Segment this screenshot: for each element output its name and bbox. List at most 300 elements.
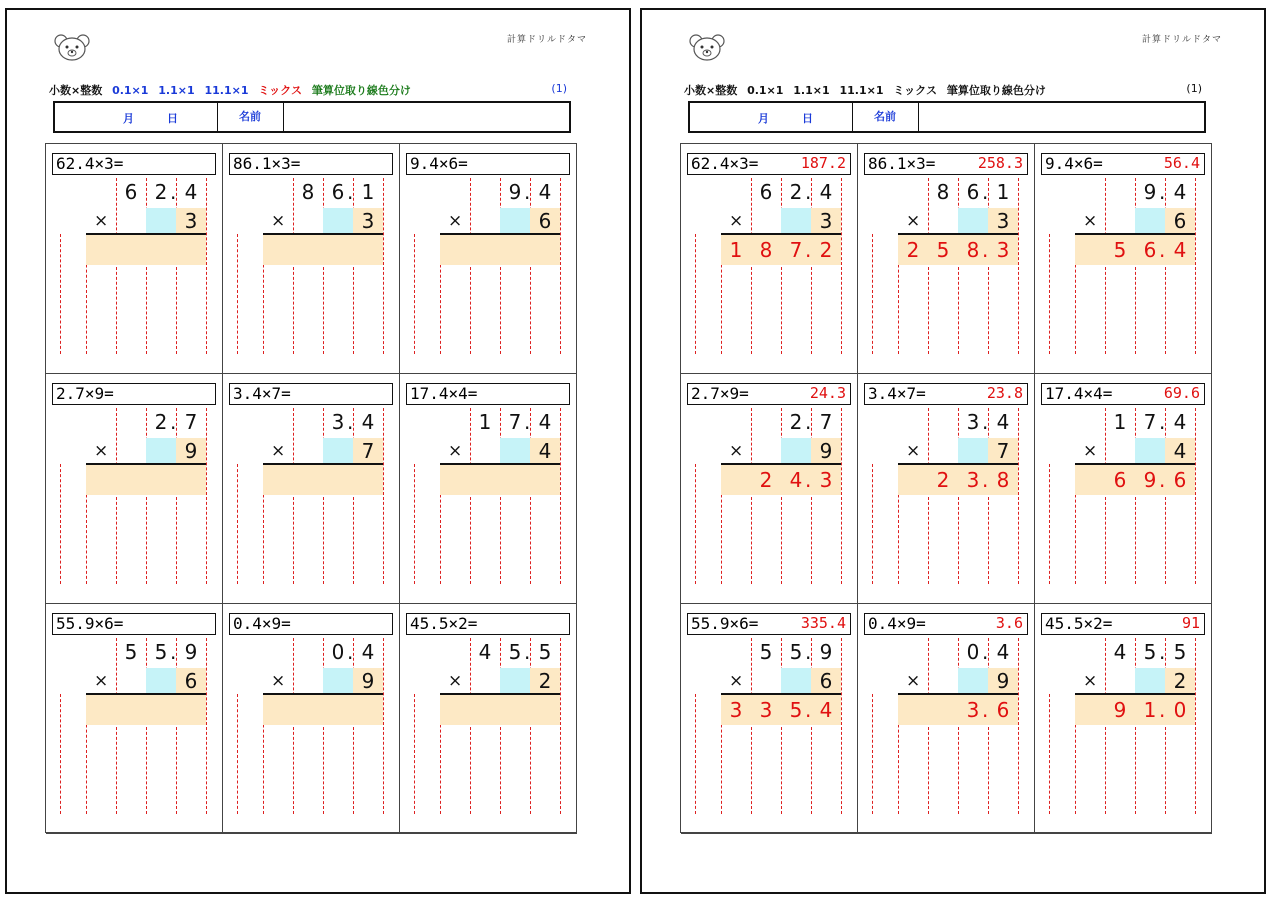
result-digit: 3 — [966, 698, 980, 722]
problem-cell — [46, 374, 223, 604]
question-text: 86.1×3= — [233, 154, 301, 173]
multiplier-digit: 4 — [538, 439, 552, 463]
question-box — [52, 613, 216, 635]
day-label: 日 — [167, 112, 178, 125]
problem-cell — [858, 374, 1035, 604]
question-box — [406, 613, 570, 635]
guide-line — [146, 408, 147, 584]
guide-line — [958, 638, 959, 814]
answer-text: 187.2 — [800, 154, 846, 172]
result-row-highlight — [86, 235, 206, 265]
sheet-number: (1) — [551, 82, 567, 95]
result-row-highlight — [263, 235, 383, 265]
problem-cell — [681, 374, 858, 604]
problem-cell — [1035, 374, 1212, 604]
ones-place-highlight — [1135, 438, 1165, 464]
problem-cell — [858, 604, 1035, 834]
top-digit: 7 — [1143, 410, 1157, 434]
result-digit: 2 — [819, 238, 833, 262]
problem-cell — [681, 604, 858, 834]
problem-cell — [1035, 604, 1212, 834]
times-sign: × — [906, 671, 921, 691]
guide-line — [751, 638, 752, 814]
problem-cell — [223, 374, 400, 604]
guide-line — [781, 178, 782, 354]
month-label: 月 — [758, 112, 769, 125]
decimal-point: . — [347, 640, 354, 664]
title-part-level-2: 1.1×1 — [158, 84, 195, 97]
guide-line — [353, 178, 354, 354]
top-digit: 9 — [819, 640, 833, 664]
top-digit: 3 — [966, 410, 980, 434]
question-box — [229, 613, 393, 635]
top-digit: 4 — [361, 640, 375, 664]
guide-line — [206, 178, 207, 354]
top-digit: 1 — [996, 180, 1010, 204]
result-digit: 9 — [1113, 698, 1127, 722]
ones-place-highlight — [1135, 208, 1165, 234]
top-digit: 4 — [819, 180, 833, 204]
guide-line — [781, 638, 782, 814]
guide-line — [323, 178, 324, 354]
top-digit: 3 — [331, 410, 345, 434]
top-digit: 5 — [124, 640, 138, 664]
multiplier-digit: 2 — [1173, 669, 1187, 693]
guide-line — [1135, 178, 1136, 354]
question-box — [864, 153, 1028, 175]
top-digit: 4 — [478, 640, 492, 664]
multiplier-digit: 9 — [361, 669, 375, 693]
title-part-topic: 小数×整数 — [49, 84, 103, 97]
multiplier-digit: 9 — [996, 669, 1010, 693]
ones-place-highlight — [500, 438, 530, 464]
guide-line — [751, 178, 752, 354]
worksheet-answers — [640, 8, 1266, 894]
problem-cell — [858, 144, 1035, 374]
guide-line — [353, 408, 354, 584]
decimal-point: . — [982, 180, 989, 204]
result-row-highlight — [440, 235, 560, 265]
result-digit: 2 — [759, 468, 773, 492]
times-sign: × — [1083, 671, 1098, 691]
top-digit: 4 — [538, 410, 552, 434]
guide-line — [237, 234, 238, 354]
guide-line — [1135, 638, 1136, 814]
question-text: 62.4×3= — [691, 154, 759, 173]
decimal-point: . — [524, 180, 531, 204]
decimal-point: . — [982, 410, 989, 434]
top-digit: 5 — [508, 640, 522, 664]
guide-line — [116, 178, 117, 354]
multiplier-digit: 2 — [538, 669, 552, 693]
result-decimal-point: . — [805, 698, 812, 722]
result-digit: 3 — [819, 468, 833, 492]
result-digit: 4 — [1173, 238, 1187, 262]
result-digit: 3 — [966, 468, 980, 492]
multiplier-digit: 3 — [996, 209, 1010, 233]
top-digit: 4 — [996, 410, 1010, 434]
times-sign: × — [448, 671, 463, 691]
result-row-highlight — [440, 695, 560, 725]
guide-line — [353, 638, 354, 814]
guide-line — [176, 408, 177, 584]
guide-line — [872, 464, 873, 584]
decimal-point: . — [170, 640, 177, 664]
sum-line — [898, 463, 1018, 465]
problem-cell — [400, 144, 577, 374]
top-digit: 2 — [789, 410, 803, 434]
top-digit: 1 — [1113, 410, 1127, 434]
sum-line — [1075, 693, 1195, 695]
guide-line — [1105, 408, 1106, 584]
multiplier-digit: 6 — [819, 669, 833, 693]
decimal-point: . — [170, 180, 177, 204]
decimal-point: . — [805, 180, 812, 204]
name-label: 名前 — [852, 103, 919, 131]
title-part-level-2: 1.1×1 — [793, 84, 830, 97]
question-text: 2.7×9= — [691, 384, 749, 403]
title-part-level-3: 11.1×1 — [839, 84, 884, 97]
guide-line — [841, 178, 842, 354]
bear-logo-icon — [53, 32, 91, 62]
times-sign: × — [271, 211, 286, 231]
guide-line — [500, 638, 501, 814]
guide-line — [530, 638, 531, 814]
decimal-point: . — [524, 640, 531, 664]
question-box — [406, 153, 570, 175]
guide-line — [560, 178, 561, 354]
top-digit: 2 — [789, 180, 803, 204]
top-digit: 0 — [331, 640, 345, 664]
guide-line — [1165, 638, 1166, 814]
top-digit: 1 — [361, 180, 375, 204]
ones-place-highlight — [958, 208, 988, 234]
guide-line — [695, 234, 696, 354]
guide-line — [383, 408, 384, 584]
ones-place-highlight — [146, 438, 176, 464]
times-sign: × — [448, 441, 463, 461]
top-digit: 5 — [154, 640, 168, 664]
guide-line — [237, 464, 238, 584]
top-digit: 7 — [184, 410, 198, 434]
multiplier-digit: 4 — [1173, 439, 1187, 463]
result-digit: 5 — [936, 238, 950, 262]
question-box — [1041, 383, 1205, 405]
guide-line — [293, 408, 294, 584]
result-digit: 1 — [1143, 698, 1157, 722]
question-box — [406, 383, 570, 405]
ones-place-highlight — [323, 208, 353, 234]
question-box — [864, 383, 1028, 405]
top-digit: 4 — [538, 180, 552, 204]
top-digit: 1 — [478, 410, 492, 434]
sum-line — [898, 233, 1018, 235]
sum-line — [86, 463, 206, 465]
guide-line — [811, 178, 812, 354]
problem-cell — [223, 144, 400, 374]
ones-place-highlight — [146, 668, 176, 694]
guide-line — [560, 638, 561, 814]
question-text: 2.7×9= — [56, 384, 114, 403]
guide-line — [414, 234, 415, 354]
problem-grid — [45, 143, 577, 833]
guide-line — [928, 178, 929, 354]
question-text: 86.1×3= — [868, 154, 936, 173]
sum-line — [263, 463, 383, 465]
ones-place-highlight — [781, 668, 811, 694]
top-digit: 0 — [966, 640, 980, 664]
question-text: 55.9×6= — [691, 614, 759, 633]
guide-line — [1049, 234, 1050, 354]
top-digit: 9 — [1143, 180, 1157, 204]
problem-cell — [1035, 144, 1212, 374]
sum-line — [440, 693, 560, 695]
result-row-highlight — [86, 465, 206, 495]
result-digit: 1 — [729, 238, 743, 262]
decimal-point: . — [805, 410, 812, 434]
top-digit: 4 — [1113, 640, 1127, 664]
question-text: 0.4×9= — [233, 614, 291, 633]
top-digit: 4 — [1173, 410, 1187, 434]
guide-line — [116, 638, 117, 814]
ones-place-highlight — [323, 668, 353, 694]
guide-line — [1049, 464, 1050, 584]
decimal-point: . — [347, 180, 354, 204]
guide-line — [781, 408, 782, 584]
guide-line — [1018, 638, 1019, 814]
result-decimal-point: . — [982, 468, 989, 492]
guide-line — [470, 178, 471, 354]
question-box — [52, 383, 216, 405]
decimal-point: . — [524, 410, 531, 434]
decimal-point: . — [982, 640, 989, 664]
guide-line — [811, 408, 812, 584]
times-sign: × — [448, 211, 463, 231]
guide-line — [293, 638, 294, 814]
title-part-mix: ミックス — [893, 84, 937, 97]
guide-line — [695, 464, 696, 584]
question-box — [687, 153, 851, 175]
question-text: 3.4×7= — [868, 384, 926, 403]
result-digit: 6 — [1173, 468, 1187, 492]
problem-cell — [681, 144, 858, 374]
date-cell — [55, 103, 218, 131]
guide-line — [60, 234, 61, 354]
question-box — [864, 613, 1028, 635]
guide-line — [751, 408, 752, 584]
guide-line — [60, 464, 61, 584]
result-digit: 8 — [996, 468, 1010, 492]
multiplier-digit: 6 — [1173, 209, 1187, 233]
worksheet-problems — [5, 8, 631, 894]
result-digit: 8 — [759, 238, 773, 262]
result-digit: 7 — [789, 238, 803, 262]
top-digit: 7 — [819, 410, 833, 434]
multiplier-digit: 3 — [819, 209, 833, 233]
times-sign: × — [729, 441, 744, 461]
guide-line — [470, 408, 471, 584]
guide-line — [323, 408, 324, 584]
result-digit: 5 — [1113, 238, 1127, 262]
result-decimal-point: . — [805, 238, 812, 262]
sum-line — [440, 233, 560, 235]
answer-text: 3.6 — [995, 614, 1023, 632]
multiplier-digit: 9 — [819, 439, 833, 463]
top-digit: 8 — [301, 180, 315, 204]
guide-line — [176, 638, 177, 814]
times-sign: × — [729, 671, 744, 691]
guide-line — [841, 638, 842, 814]
title-part-method: 筆算位取り線色分け — [311, 84, 411, 97]
ones-place-highlight — [958, 438, 988, 464]
result-decimal-point: . — [1159, 468, 1166, 492]
result-decimal-point: . — [805, 468, 812, 492]
question-box — [687, 613, 851, 635]
result-digit: 8 — [966, 238, 980, 262]
guide-line — [530, 408, 531, 584]
date-cell — [690, 103, 853, 131]
decimal-point: . — [170, 410, 177, 434]
guide-line — [988, 638, 989, 814]
question-box — [229, 153, 393, 175]
guide-line — [1105, 638, 1106, 814]
ones-place-highlight — [1135, 668, 1165, 694]
top-digit: 2 — [154, 180, 168, 204]
guide-line — [988, 408, 989, 584]
result-row-highlight — [263, 465, 383, 495]
guide-line — [500, 178, 501, 354]
guide-line — [146, 638, 147, 814]
top-digit: 6 — [124, 180, 138, 204]
decimal-point: . — [1159, 640, 1166, 664]
sum-line — [263, 693, 383, 695]
sum-line — [86, 693, 206, 695]
result-decimal-point: . — [1159, 698, 1166, 722]
top-digit: 5 — [1143, 640, 1157, 664]
ones-place-highlight — [500, 668, 530, 694]
guide-line — [206, 408, 207, 584]
answer-text: 56.4 — [1163, 154, 1200, 172]
times-sign: × — [271, 441, 286, 461]
ones-place-highlight — [958, 668, 988, 694]
question-box — [52, 153, 216, 175]
times-sign: × — [729, 211, 744, 231]
question-text: 45.5×2= — [410, 614, 478, 633]
guide-line — [988, 178, 989, 354]
worksheet-title — [49, 82, 573, 98]
guide-line — [500, 408, 501, 584]
guide-line — [1049, 694, 1050, 814]
ones-place-highlight — [781, 208, 811, 234]
sum-line — [263, 233, 383, 235]
guide-line — [1195, 178, 1196, 354]
guide-line — [383, 638, 384, 814]
guide-line — [1105, 178, 1106, 354]
bear-logo-icon — [688, 32, 726, 62]
top-digit: 4 — [996, 640, 1010, 664]
top-digit: 6 — [759, 180, 773, 204]
name-label: 名前 — [217, 103, 284, 131]
result-digit: 0 — [1173, 698, 1187, 722]
result-row-highlight — [440, 465, 560, 495]
guide-line — [1018, 408, 1019, 584]
guide-line — [383, 178, 384, 354]
answer-text: 91 — [1181, 614, 1200, 632]
times-sign: × — [94, 211, 109, 231]
question-text: 9.4×6= — [410, 154, 468, 173]
question-text: 45.5×2= — [1045, 614, 1113, 633]
ones-place-highlight — [781, 438, 811, 464]
title-part-topic: 小数×整数 — [684, 84, 738, 97]
result-row-highlight — [263, 695, 383, 725]
result-digit: 4 — [819, 698, 833, 722]
decimal-point: . — [1159, 410, 1166, 434]
question-box — [1041, 153, 1205, 175]
result-digit: 5 — [789, 698, 803, 722]
top-digit: 5 — [759, 640, 773, 664]
question-box — [1041, 613, 1205, 635]
guide-line — [928, 408, 929, 584]
guide-line — [695, 694, 696, 814]
result-digit: 6 — [1143, 238, 1157, 262]
answer-text: 23.8 — [986, 384, 1023, 402]
result-digit: 3 — [759, 698, 773, 722]
top-digit: 9 — [184, 640, 198, 664]
question-text: 9.4×6= — [1045, 154, 1103, 173]
question-text: 55.9×6= — [56, 614, 124, 633]
guide-line — [560, 408, 561, 584]
multiplier-digit: 6 — [184, 669, 198, 693]
guide-line — [470, 638, 471, 814]
ones-place-highlight — [146, 208, 176, 234]
name-date-bar — [688, 101, 1206, 133]
top-digit: 5 — [1173, 640, 1187, 664]
result-digit: 6 — [1113, 468, 1127, 492]
top-digit: 4 — [361, 410, 375, 434]
multiplier-digit: 3 — [184, 209, 198, 233]
guide-line — [958, 408, 959, 584]
guide-line — [414, 464, 415, 584]
sheet-number: (1) — [1186, 82, 1202, 95]
guide-line — [414, 694, 415, 814]
guide-line — [60, 694, 61, 814]
guide-line — [872, 694, 873, 814]
multiplier-digit: 7 — [361, 439, 375, 463]
guide-line — [530, 178, 531, 354]
times-sign: × — [1083, 441, 1098, 461]
ones-place-highlight — [500, 208, 530, 234]
sum-line — [1075, 463, 1195, 465]
problem-cell — [400, 374, 577, 604]
title-part-level-3: 11.1×1 — [204, 84, 249, 97]
result-digit: 9 — [1143, 468, 1157, 492]
problem-cell — [400, 604, 577, 834]
times-sign: × — [906, 211, 921, 231]
problem-cell — [223, 604, 400, 834]
guide-line — [1165, 408, 1166, 584]
times-sign: × — [94, 671, 109, 691]
guide-line — [1195, 408, 1196, 584]
problem-cell — [46, 604, 223, 834]
multiplier-digit: 6 — [538, 209, 552, 233]
guide-line — [811, 638, 812, 814]
sum-line — [898, 693, 1018, 695]
answer-text: 258.3 — [977, 154, 1023, 172]
answer-text: 335.4 — [800, 614, 846, 632]
brand-label: 計算ドリルドタマ — [506, 35, 587, 45]
multiplier-digit: 7 — [996, 439, 1010, 463]
result-digit: 3 — [729, 698, 743, 722]
